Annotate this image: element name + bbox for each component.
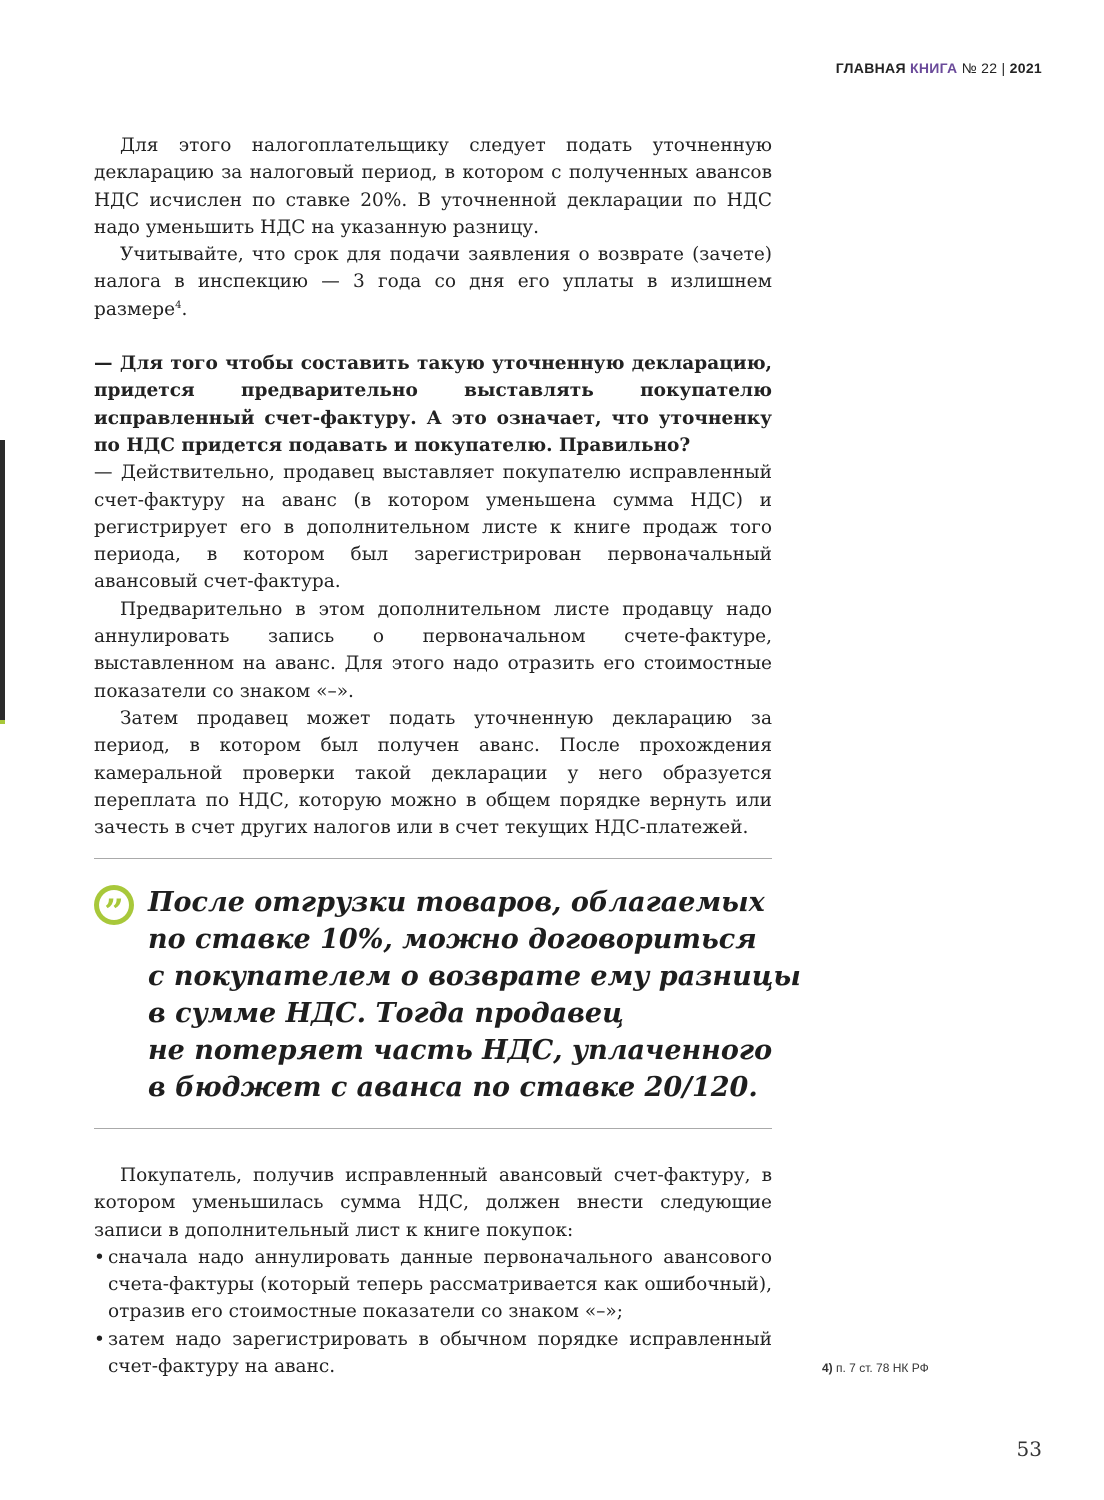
pull-quote-line: в сумме НДС. Тогда продавец xyxy=(148,998,624,1029)
pull-quote xyxy=(148,884,801,1106)
bullet-list xyxy=(94,1244,772,1380)
pull-quote-line: в бюджет с аванса по ставке 20/120. xyxy=(148,1072,758,1103)
paragraph: Покупатель, получив исправленный авансовый счет-фактуру, в котором уменьшилась сумма НДС, должен внести следующие записи в дополнительный лист к книге покупок: xyxy=(94,1165,772,1241)
footnote-number: 4) xyxy=(822,1361,833,1375)
issue-year: 2021 xyxy=(1009,60,1042,76)
paragraph-end: . xyxy=(181,298,188,320)
pull-quote-line: по ставке 10%, можно договориться xyxy=(148,924,757,955)
interview-answer: — Действительно, продавец выставляет покупателю исправленный счет-фактуру на аванс (в котором уменьшена сумма НДС) и регистрирует его в дополнительном листе к книге продаж того периода, в котором был зарегистрирован первоначальный авансовый счет-фактура. xyxy=(94,462,772,593)
article-body-bottom xyxy=(94,1162,772,1380)
divider-top xyxy=(94,858,772,859)
pull-quote-line: не потеряет часть НДС, уплаченного xyxy=(148,1035,773,1066)
pull-quote-line: с покупателем о возврате ему разницы xyxy=(148,961,801,992)
brand-accent: КНИГА xyxy=(910,60,958,76)
running-header xyxy=(836,60,1042,76)
footnote-ref: 4 xyxy=(175,299,182,311)
edge-color-stripe xyxy=(0,440,5,720)
header-separator: | xyxy=(1001,60,1006,76)
brand-main: ГЛАВНАЯ xyxy=(835,60,906,76)
quote-mark-glyph: ” xyxy=(99,890,129,920)
quote-icon xyxy=(94,885,134,932)
pull-quote-line: После отгрузки товаров, облагаемых xyxy=(148,887,765,918)
interview-question: — Для того чтобы составить такую уточненную декларацию, придется предварительно выставлять покупателю исправленный счет-фактуру. А это означает, что уточненку по НДС придется подавать и покупателю. Правильно? xyxy=(94,353,772,456)
paragraph: Предварительно в этом дополнительном листе продавцу надо аннулировать запись о первоначальном счете-фактуре, выставленном на аванс. Для этого надо отразить его стоимостные показатели со знаком «–». xyxy=(94,598,772,702)
footnote xyxy=(822,1361,929,1375)
page-number: 53 xyxy=(1016,1437,1042,1461)
bullet-item: • затем надо зарегистрировать в обычном порядке исправленный счет-фактуру на аванс. xyxy=(94,1326,772,1381)
divider-bottom xyxy=(94,1128,772,1129)
paragraph: Затем продавец может подать уточненную декларацию за период, в котором был получен аванс. После прохождения камеральной проверки такой декларации у него образуется переплата по НДС, которую можно в общем порядке вернуть или зачесть в счет других налогов или в счет текущих НДС-платежей. xyxy=(94,707,772,839)
paragraph-with-footnote xyxy=(94,241,772,323)
article-body-top xyxy=(94,132,772,841)
issue-number: № 22 xyxy=(961,60,998,76)
bullet-item: • сначала надо аннулировать данные первоначального авансового счета-фактуры (который теперь рассматривается как ошибочный), отразив его стоимостные показатели со знаком «–»; xyxy=(94,1244,772,1326)
paragraph: Для этого налогоплательщику следует подать уточненную декларацию за налоговый период, в котором с полученных авансов НДС исчислен по ставке 20%. В уточненной декларации по НДС надо уменьшить НДС на указанную разницу. xyxy=(94,135,772,238)
footnote-text: п. 7 ст. 78 НК РФ xyxy=(836,1361,929,1375)
paragraph-text: Учитывайте, что срок для подачи заявления о возврате (зачете) налога в инспекцию — 3 года со дня его уплаты в излишнем размере xyxy=(94,244,772,320)
